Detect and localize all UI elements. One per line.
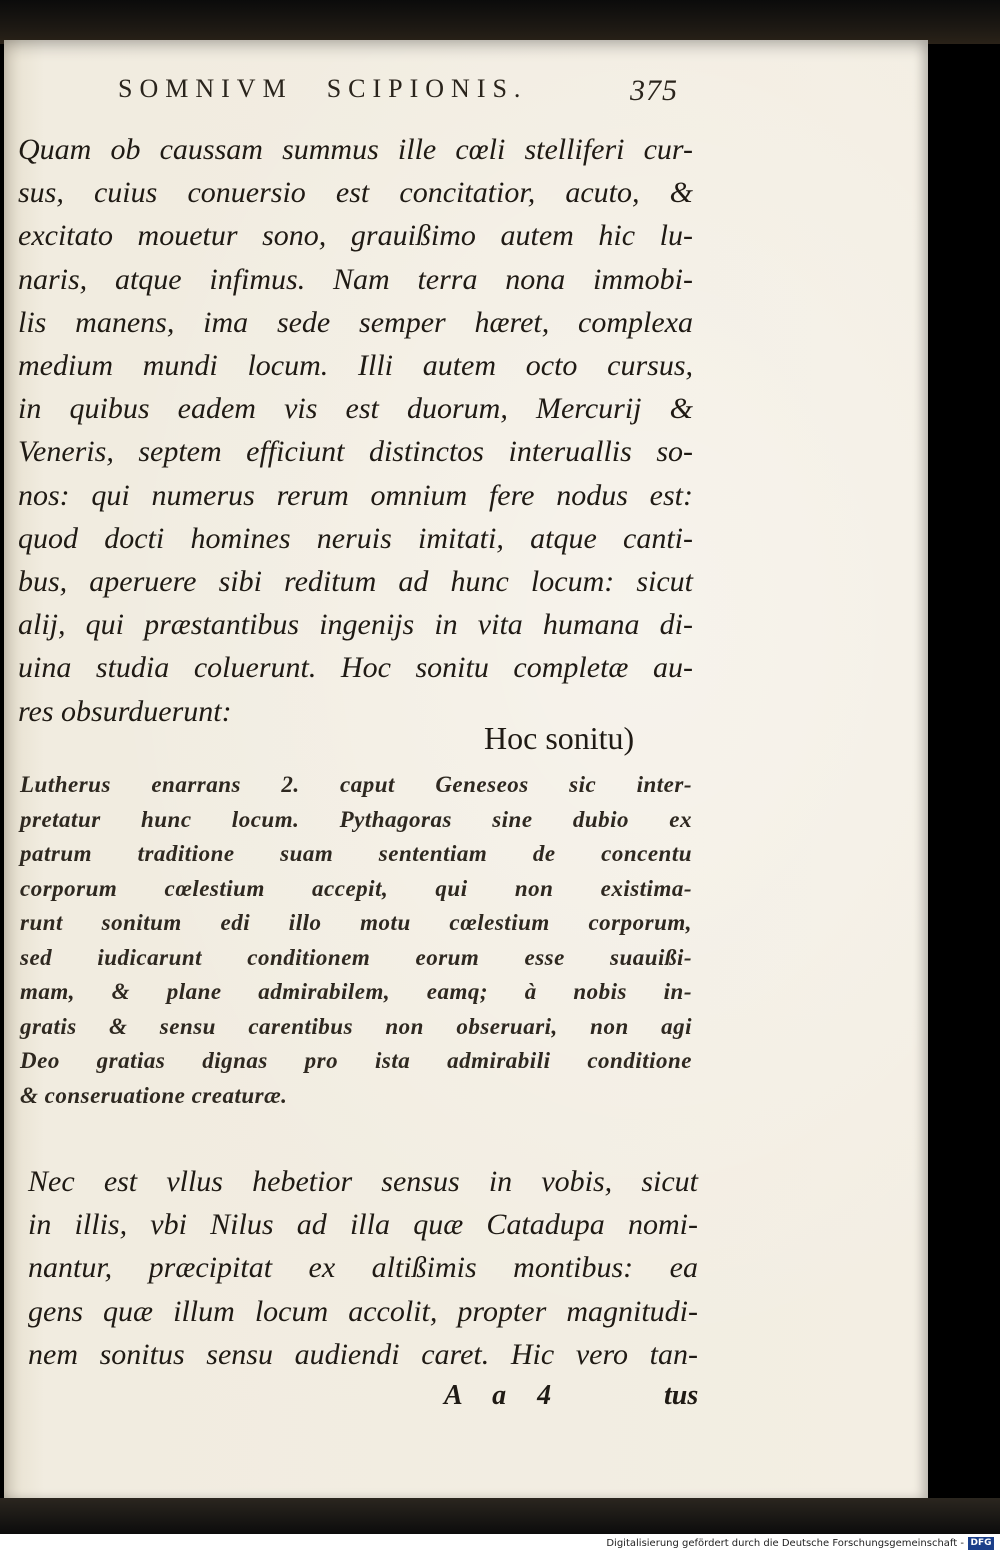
text-line: lis manens, ima sede semper hæret, complexa bbox=[18, 305, 693, 339]
text-line: Nec est vllus hebetior sensus in vobis, sicut bbox=[28, 1165, 698, 1198]
commentary-line: sed iudicarunt conditionem eorum esse suauißi- bbox=[20, 944, 692, 970]
text-line: bus, aperuere sibi reditum ad hunc locum: sicut bbox=[18, 565, 693, 599]
text-line: nantur, præcipitat ex altißimis montibus: ea bbox=[28, 1251, 698, 1285]
commentary-line: runt sonitum edi illo motu cœlestium corporum, bbox=[20, 910, 692, 935]
scan-top-edge bbox=[0, 0, 1000, 44]
signature-mark: A a 4 bbox=[444, 1380, 564, 1411]
commentary-line: corporum cœlestium accepit, qui non existima- bbox=[20, 875, 692, 901]
lower-paragraph bbox=[28, 1160, 698, 1376]
text-line: naris, atque infimus. Nam terra nona immobi- bbox=[18, 262, 693, 296]
text-line: in illis, vbi Nilus ad illa quæ Catadupa nomi- bbox=[28, 1208, 698, 1242]
commentary-line: Lutherus enarrans 2. caput Geneseos sic inter- bbox=[20, 772, 692, 797]
running-title-right: SCIPIONIS. bbox=[326, 74, 528, 103]
text-line: gens quæ illum locum accolit, propter magnitudi- bbox=[28, 1294, 698, 1328]
text-line: alij, qui præstantibus ingenijs in vita humana di- bbox=[18, 608, 693, 642]
digitization-credit: Digitalisierung gefördert durch die Deutsche Forschungsgemeinschaft - bbox=[606, 1538, 964, 1549]
catchword: tus bbox=[664, 1380, 699, 1411]
page-number: 375 bbox=[630, 74, 678, 107]
text-line: res obsurduerunt: bbox=[18, 694, 232, 728]
text-line: Veneris, septem efficiunt distinctos interuallis so- bbox=[18, 435, 693, 469]
commentary-line: patrum traditione suam sententiam de concentu bbox=[20, 841, 692, 866]
commentary-line: mam, & plane admirabilem, eamq; à nobis in- bbox=[20, 979, 692, 1004]
text-line: nos: qui numerus rerum omnium fere nodus est: bbox=[18, 478, 693, 512]
text-line: medium mundi locum. Illi autem octo cursus, bbox=[18, 349, 693, 383]
commentary-paragraph bbox=[20, 768, 692, 1113]
commentary-line: pretatur hunc locum. Pythagoras sine dubio ex bbox=[20, 806, 692, 832]
text-line: excitato mouetur sono, grauißimo autem hic lu- bbox=[18, 219, 693, 253]
text-line: uina studia coluerunt. Hoc sonitu completæ au- bbox=[18, 651, 693, 685]
text-line: quod docti homines neruis imitati, atque canti- bbox=[18, 521, 693, 555]
running-title-left: SOMNIVM bbox=[118, 74, 293, 103]
text-line: nem sonitus sensu audiendi caret. Hic vero tan- bbox=[28, 1337, 698, 1371]
text-line: in quibus eadem vis est duorum, Mercurij & bbox=[18, 392, 693, 426]
running-header bbox=[118, 74, 527, 104]
commentary-lemma: Hoc sonitu) bbox=[484, 720, 635, 756]
text-line: sus, cuius conuersio est concitatior, acuto, & bbox=[18, 176, 693, 210]
main-paragraph bbox=[18, 128, 693, 733]
dfg-logo: DFG bbox=[968, 1537, 994, 1550]
text-line: Quam ob caussam summus ille cœli stelliferi cur- bbox=[18, 133, 693, 166]
scan-bottom-edge bbox=[0, 1498, 1000, 1534]
commentary-line: & conseruatione creaturæ. bbox=[20, 1082, 288, 1108]
commentary-line: Deo gratias dignas pro ista admirabili conditione bbox=[20, 1048, 692, 1073]
commentary-line: gratis & sensu carentibus non obseruari, non agi bbox=[20, 1013, 692, 1039]
